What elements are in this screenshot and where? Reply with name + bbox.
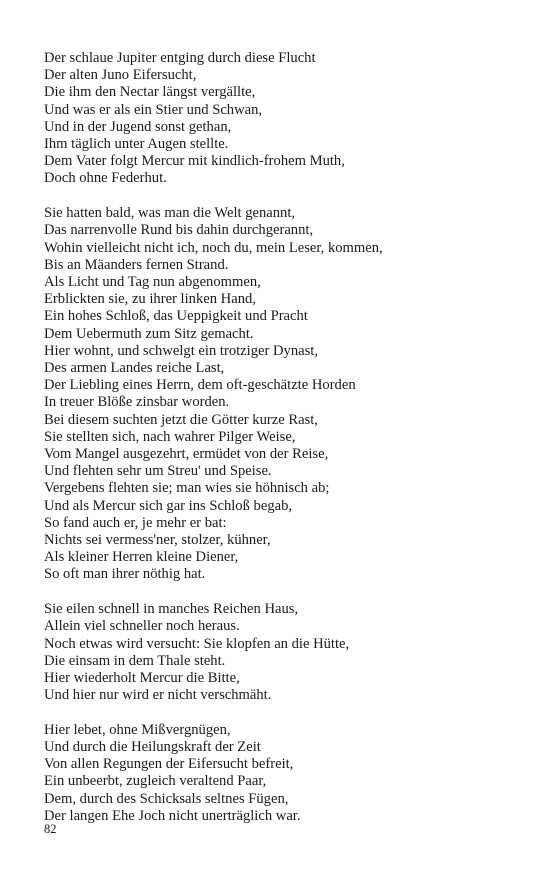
poem-line: Hier wohnt, und schwelgt ein trotziger Dynast,: [44, 342, 318, 359]
poem-line: In treuer Blöße zinsbar worden.: [44, 394, 230, 411]
page-number: 82: [44, 822, 57, 836]
poem-line: Die einsam in dem Thale steht.: [44, 652, 226, 669]
poem-line: Dem Uebermuth zum Sitz gemacht.: [44, 325, 254, 342]
poem-line: Hier lebet, ohne Mißvergnügen,: [44, 721, 231, 738]
poem-line: Als Licht und Tag nun abgenommen,: [44, 273, 261, 290]
poem-line: Wohin vielleicht nicht ich, noch du, mein Leser, kommen,: [44, 239, 383, 256]
poem-line: Des armen Landes reiche Last,: [44, 359, 225, 376]
poem-line: Ein hohes Schloß, das Ueppigkeit und Pracht: [44, 308, 308, 325]
poem-line: Die ihm den Nectar längst vergällte,: [44, 84, 256, 101]
poem-line: Noch etwas wird versucht: Sie klopfen an die Hütte,: [44, 635, 350, 652]
poem-line: Erblickten sie, zu ihrer linken Hand,: [44, 291, 256, 308]
poem-line: Bis an Mäanders fernen Strand.: [44, 256, 229, 273]
poem-line: Hier wiederholt Mercur die Bitte,: [44, 669, 240, 686]
poem-line: Der alten Juno Eifersucht,: [44, 67, 197, 84]
stanza-4: [44, 722, 524, 825]
poem-line: Sie eilen schnell in manches Reichen Haus,: [44, 601, 299, 618]
poem-line: Der Liebling eines Herrn, dem oft-geschätzte Horden: [44, 377, 356, 394]
poem-line: Allein viel schneller noch heraus.: [44, 618, 240, 635]
poem-line: Bei diesem suchten jetzt die Götter kurze Rast,: [44, 411, 318, 428]
poem-line: Und als Mercur sich gar ins Schloß begab,: [44, 497, 293, 514]
poem-line: Vom Mangel ausgezehrt, ermüdet von der Reise,: [44, 445, 329, 462]
poem-line: Der langen Ehe Joch nicht unerträglich war.: [44, 807, 301, 824]
poem-line: Und flehten sehr um Streu' und Speise.: [44, 463, 272, 480]
poem-line: Dem, durch des Schicksals seltnes Fügen,: [44, 790, 289, 807]
poem-line: Sie stellten sich, nach wahrer Pilger Weise,: [44, 428, 296, 445]
poem-line: Von allen Regungen der Eifersucht befreit,: [44, 756, 294, 773]
poem-line: Und was er als ein Stier und Schwan,: [44, 101, 263, 118]
poem-body: [44, 50, 524, 843]
poem-line: So oft man ihrer nöthig hat.: [44, 566, 206, 583]
poem-line: Ihm täglich unter Augen stellte.: [44, 136, 229, 153]
poem-line: Dem Vater folgt Mercur mit kindlich-frohem Muth,: [44, 153, 345, 170]
poem-line: Vergebens flehten sie; man wies sie höhnisch ab;: [44, 480, 330, 497]
poem-line: Doch ohne Federhut.: [44, 170, 167, 187]
poem-line: Das narrenvolle Rund bis dahin durchgerannt,: [44, 222, 314, 239]
poem-line: Und durch die Heilungskraft der Zeit: [44, 739, 261, 756]
poem-line: Der schlaue Jupiter entging durch diese Flucht: [44, 50, 316, 66]
stanza-2: [44, 205, 524, 583]
poem-line: Und in der Jugend sonst gethan,: [44, 118, 232, 135]
stanza-3: [44, 601, 524, 704]
poem-line: Als kleiner Herren kleine Diener,: [44, 549, 239, 566]
poem-line: Und hier nur wird er nicht verschmäht.: [44, 687, 272, 704]
stanza-1: [44, 50, 524, 188]
poem-line: Nichts sei vermess'ner, stolzer, kühner,: [44, 531, 271, 548]
poem-line: So fand auch er, je mehr er bat:: [44, 514, 227, 531]
poem-line: Ein unbeerbt, zugleich veraltend Paar,: [44, 773, 267, 790]
poem-line: Sie hatten bald, was man die Welt genannt,: [44, 205, 296, 222]
